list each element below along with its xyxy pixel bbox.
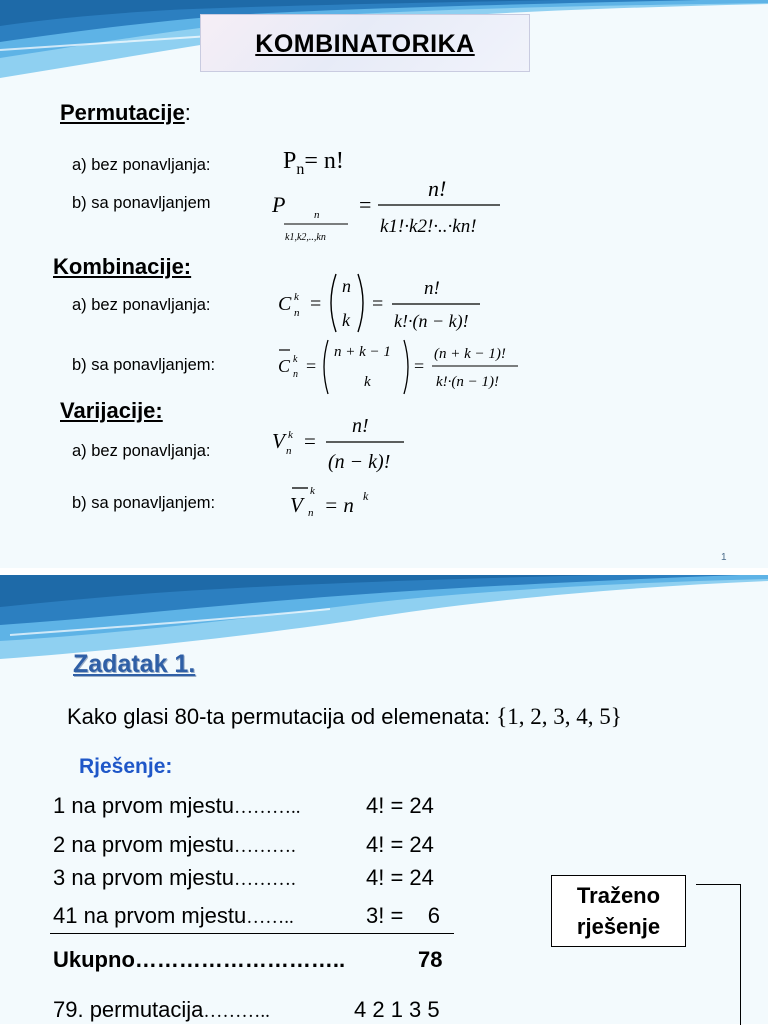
varijacije-a-label: a) bez ponavljanja:	[72, 442, 211, 460]
kombinacije-b-formula	[276, 336, 526, 398]
formula-c-sup: k	[294, 291, 299, 303]
answer-bracket	[696, 884, 741, 1025]
row-label: 3 na prvom mjestu	[53, 865, 234, 890]
formula-rhs: = n	[324, 493, 354, 517]
solution-row	[53, 903, 294, 929]
row-value: 4! = 24	[366, 865, 434, 890]
formula-v: V	[272, 429, 285, 453]
kombinacije-a-label: a) bez ponavljanja:	[72, 296, 211, 314]
formula-v-bar: V	[290, 493, 303, 517]
row-dots: ……….	[233, 869, 296, 890]
row-label: 2 na prvom mjestu	[53, 832, 234, 857]
row-dots: ……..	[246, 907, 294, 928]
formula-numerator: (n + k − 1)!	[434, 346, 506, 362]
title-box	[200, 14, 530, 72]
question-line	[67, 704, 622, 730]
formula-denominator: (n − k)!	[328, 451, 391, 473]
varijacije-b-label: b) sa ponavljanjem:	[72, 494, 216, 512]
answer-box	[551, 875, 686, 947]
binom-top: n	[342, 276, 351, 296]
permutacije-b-formula	[266, 170, 506, 250]
formula-numerator: n!	[424, 278, 440, 299]
svg-text:=: =	[414, 356, 425, 376]
permutacije-heading	[60, 100, 191, 126]
formula-c: C	[278, 293, 292, 315]
varijacije-a-formula	[268, 410, 418, 480]
perm-value: 4 2 1 3 5	[354, 997, 440, 1022]
solution-row	[53, 832, 296, 858]
formula-p-sub: n	[296, 160, 305, 178]
kombinacije-b-label: b) sa ponavljanjem:	[72, 356, 216, 374]
svg-text:=: =	[306, 356, 317, 376]
formula-c-sup: k	[293, 354, 298, 365]
element-set: {1, 2, 3, 4, 5}	[496, 704, 622, 729]
permutacije-a-label: a) bez ponavljanja:	[72, 156, 211, 174]
formula-v-sub: n	[308, 507, 314, 519]
formula-c-sub: n	[293, 369, 298, 380]
formula-lhs: P	[272, 192, 286, 217]
formula-numerator: n!	[428, 176, 447, 201]
formula-c-sub: n	[294, 307, 300, 319]
permutacije-b-label: b) sa ponavljanjem	[72, 194, 211, 212]
solution-row	[53, 865, 296, 891]
formula-lhs-bottom: k1,k2,..,kn	[285, 232, 326, 243]
row-dots: ………..	[233, 797, 301, 818]
permutation-row	[53, 997, 270, 1023]
formula-numerator: n!	[352, 415, 369, 437]
row-dots: ……….	[233, 836, 296, 857]
formula-v-sub: n	[286, 445, 292, 457]
formula-denominator: k!·(n − k)!	[394, 311, 469, 331]
binom-bottom: k	[364, 374, 371, 390]
binom-top: n + k − 1	[334, 344, 391, 360]
formula-rhs-sup: k	[363, 489, 369, 503]
varijacije-b-formula	[286, 476, 396, 520]
permutacije-heading-text: Permutacije	[60, 100, 185, 125]
row-value: 4! = 24	[366, 832, 434, 857]
page-number: 1	[721, 552, 727, 563]
total-label: Ukupno………………………..	[53, 947, 346, 972]
total-value: 78	[418, 947, 443, 972]
page-title: KOMBINATORIKA	[255, 30, 475, 58]
svg-text:=: =	[372, 293, 384, 315]
formula-denominator: k!·(n − 1)!	[436, 374, 500, 390]
solution-label: Rješenje:	[79, 755, 173, 778]
zadatak-heading: Zadatak 1.	[73, 650, 196, 678]
row-label: 1 na prvom mjestu	[53, 793, 234, 818]
total-divider	[50, 933, 454, 934]
varijacije-heading: Varijacije:	[60, 398, 163, 423]
formula-equals: =	[359, 192, 372, 217]
perm-dots: ………..	[203, 1001, 270, 1022]
question-text: Kako glasi 80-ta permutacija od elemenata:	[67, 704, 491, 729]
formula-denominator: k1!·k2!·..·kn!	[380, 216, 477, 237]
formula-v-sup: k	[288, 429, 293, 441]
formula-v-sup: k	[310, 485, 315, 497]
permutacije-heading-colon: :	[184, 100, 191, 125]
solution-row	[53, 793, 300, 819]
row-value: 4! = 24	[366, 793, 434, 818]
formula-c-bar: C	[278, 356, 291, 376]
row-value: 3! = 6	[366, 903, 440, 928]
answer-box-line-1: Traženo	[576, 883, 661, 908]
formula-p: P	[283, 148, 297, 174]
perm-label: 79. permutacija	[53, 997, 204, 1022]
svg-text:=: =	[310, 293, 322, 315]
row-label: 41 na prvom mjestu	[53, 903, 247, 928]
answer-box-line-2: rješenje	[576, 914, 661, 939]
kombinacije-a-formula	[276, 270, 486, 336]
formula-p-rhs: = n!	[304, 148, 344, 174]
kombinacije-heading: Kombinacije:	[53, 254, 192, 279]
formula-lhs-top: n	[314, 209, 320, 221]
binom-bottom: k	[342, 310, 350, 330]
svg-text:=: =	[304, 429, 316, 453]
slide-gap	[0, 568, 768, 575]
